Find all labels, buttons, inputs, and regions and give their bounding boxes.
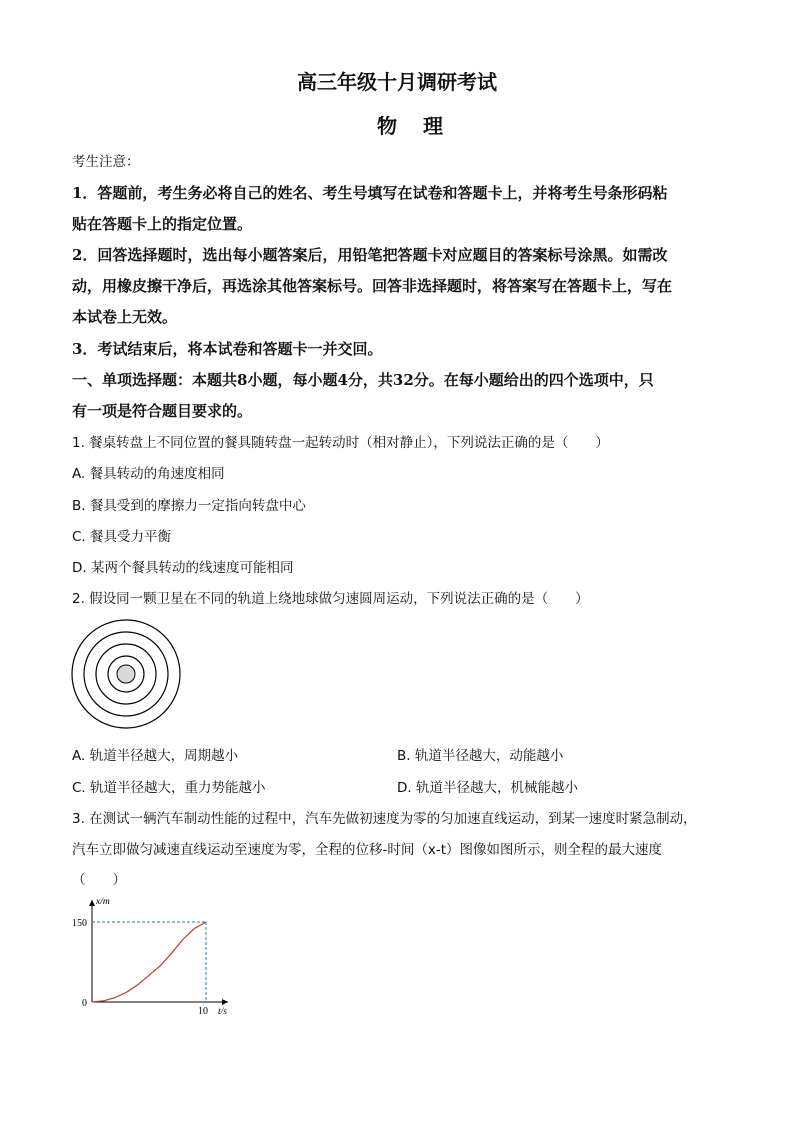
notice-item-3: 3．考试结束后，将本试卷和答题卡一并交回。 xyxy=(72,340,383,358)
xt-chart xyxy=(60,892,250,1022)
q3-stem-line-2: 汽车立即做匀减速直线运动至速度为零，全程的位移-时间（x-t）图像如图所示，则全程的最大速度 xyxy=(72,842,663,858)
q2-option-b: B. 轨道半径越大，动能越小 xyxy=(397,748,564,764)
earth-icon xyxy=(117,665,135,683)
subject-title: 物理 xyxy=(377,114,469,138)
q2-option-d: D. 轨道半径越大，机械能越小 xyxy=(397,780,578,796)
q2-option-a: A. 轨道半径越大，周期越小 xyxy=(72,748,239,764)
y-axis-label: x/m xyxy=(96,897,110,907)
notice-heading: 考生注意： xyxy=(72,154,140,170)
q1-option-d: D. 某两个餐具转动的线速度可能相同 xyxy=(72,560,294,576)
y-tick-label: 150 xyxy=(72,918,87,929)
notice-item-2-line-2: 动，用橡皮擦干净后，再选涂其他答案标号。回答非选择题时，将答案写在答题卡上，写在 xyxy=(72,277,673,295)
y-axis-arrow xyxy=(89,900,95,906)
notice-item-2-line-3: 本试卷上无效。 xyxy=(72,308,178,326)
notice-item-1-line-1: 1．答题前，考生务必将自己的姓名、考生号填写在试卷和答题卡上，并将考生号条形码粘 xyxy=(72,184,668,202)
q1-option-a: A. 餐具转动的角速度相同 xyxy=(72,466,225,482)
q2-option-c: C. 轨道半径越大，重力势能越小 xyxy=(72,780,266,796)
notice-item-2-line-1: 2．回答选择题时，选出每小题答案后，用铅笔把答题卡对应题目的答案标号涂黑。如需改 xyxy=(72,246,668,264)
q1-option-b: B. 餐具受到的摩擦力一定指向转盘中心 xyxy=(72,498,306,514)
section-1-line-1: 一、单项选择题：本题共8小题，每小题4分，共32分。在每小题给出的四个选项中，只 xyxy=(72,371,654,389)
series-curve xyxy=(92,922,206,1002)
origin-label: 0 xyxy=(82,998,87,1009)
x-axis-label: t/s xyxy=(218,1007,227,1017)
q1-option-c: C. 餐具受力平衡 xyxy=(72,529,172,545)
q2-stem: 2. 假设同一颗卫星在不同的轨道上绕地球做匀速圆周运动，下列说法正确的是（ ） xyxy=(72,591,589,607)
notice-item-1-line-2: 贴在答题卡上的指定位置。 xyxy=(72,215,253,233)
q3-stem-line-3: （ ） xyxy=(72,872,126,888)
q3-stem-line-1: 3. 在测试一辆汽车制动性能的过程中，汽车先做初速度为零的匀加速直线运动，到某一速度时紧急制动， xyxy=(72,811,697,827)
x-axis-arrow xyxy=(222,999,228,1005)
orbit-diagram xyxy=(70,618,182,730)
x-tick-label: 10 xyxy=(198,1006,208,1017)
section-1-line-2: 有一项是符合题目要求的。 xyxy=(72,402,253,420)
q1-stem: 1. 餐桌转盘上不同位置的餐具随转盘一起转动时（相对静止），下列说法正确的是（ ） xyxy=(72,435,609,451)
page-title: 高三年级十月调研考试 xyxy=(297,70,497,94)
